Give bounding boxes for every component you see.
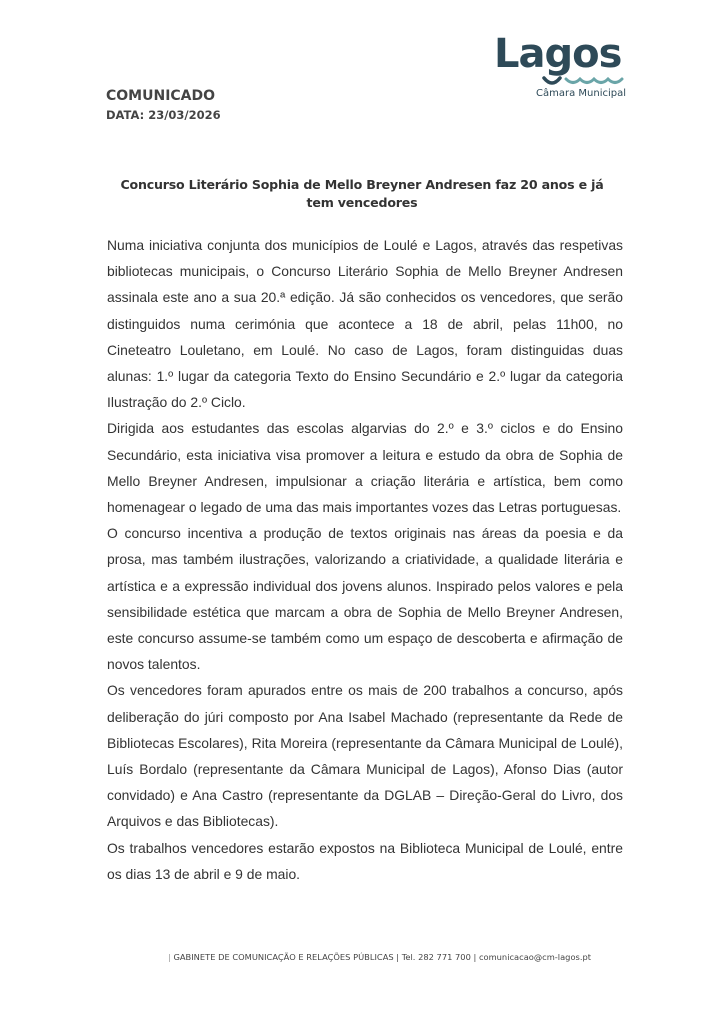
paragraph: Os vencedores foram apurados entre os mais de 200 trabalhos a concurso, após deliberação do júri composto por Ana Isabel Machado (representante da Rede de Bibliotecas Escolares), Rita Moreira (representante da Câmara Municipal de Loulé), Luís Bordalo (representante da Câmara Municipal de Lagos), Afonso Dias (autor convidado) e Ana Castro (representante da DGLAB – Direção-Geral do Livro, dos Arquivos e das Bibliotecas). xyxy=(107,682,623,830)
footer xyxy=(168,952,628,962)
paragraph: Dirigida aos estudantes das escolas algarvias do 2.º e 3.º ciclos e do Ensino Secundário, esta iniciativa visa promover a leitura e estudo da obra de Sophia de Mello Breyner Andresen, impulsionar a criação literária e artística, bem como homenagear o legado de uma das mais importantes vozes das Letras portuguesas. xyxy=(107,420,623,516)
paragraph: O concurso incentiva a produção de textos originais nas áreas da poesia e da prosa, mas também ilustrações, valorizando a criatividade, a qualidade literária e artística e a expressão individual dos jovens alunos. Inspirado pelos valores e pela sensibilidade estética que marcam a obra de Sophia de Mello Breyner Andresen, este concurso assume-se também como um espaço de descoberta e afirmação de novos talentos. xyxy=(107,525,623,673)
footer-phone: Tel. 282 771 700 xyxy=(401,952,471,962)
footer-separator: | xyxy=(168,952,171,962)
document-date: DATA: 23/03/2026 xyxy=(106,108,221,122)
footer-separator: | xyxy=(396,952,400,962)
paragraph: Os trabalhos vencedores estarão expostos na Biblioteca Municipal de Loulé, entre os dias 13 de abril e 9 de maio. xyxy=(107,839,623,882)
press-release-body xyxy=(107,232,623,887)
lagos-logo xyxy=(494,31,634,104)
footer-separator: | xyxy=(473,952,477,962)
paragraph: Numa iniciativa conjunta dos municípios de Loulé e Lagos, através das respetivas bibliotecas municipais, o Concurso Literário Sophia de Mello Breyner Andresen assinala este ano a sua 20.ª edição. Já são conhecidos os vencedores, que serão distinguidos numa cerimónia que acontece a 18 de abril, pelas 11h00, no Cineteatro Louletano, em Loulé. No caso de Lagos, foram distinguidas duas alunas: 1.º lugar da categoria Texto do Ensino Secundário e 2.º lugar da categoria Ilustração do 2.º Ciclo. xyxy=(107,237,623,411)
footer-office: GABINETE DE COMUNICAÇÃO E RELAÇÕES PÚBLICAS xyxy=(173,952,394,962)
wave-icon xyxy=(542,76,626,88)
logo-wordmark: Lagos xyxy=(494,31,622,77)
press-release-title: Concurso Literário Sophia de Mello Breyner Andresen faz 20 anos e já tem vencedores xyxy=(120,177,604,210)
footer-email[interactable]: comunicacao@cm-lagos.pt xyxy=(478,952,592,962)
logo-subtitle: Câmara Municipal xyxy=(536,88,627,99)
document-type-label: COMUNICADO xyxy=(106,88,216,104)
document-header xyxy=(106,88,221,123)
